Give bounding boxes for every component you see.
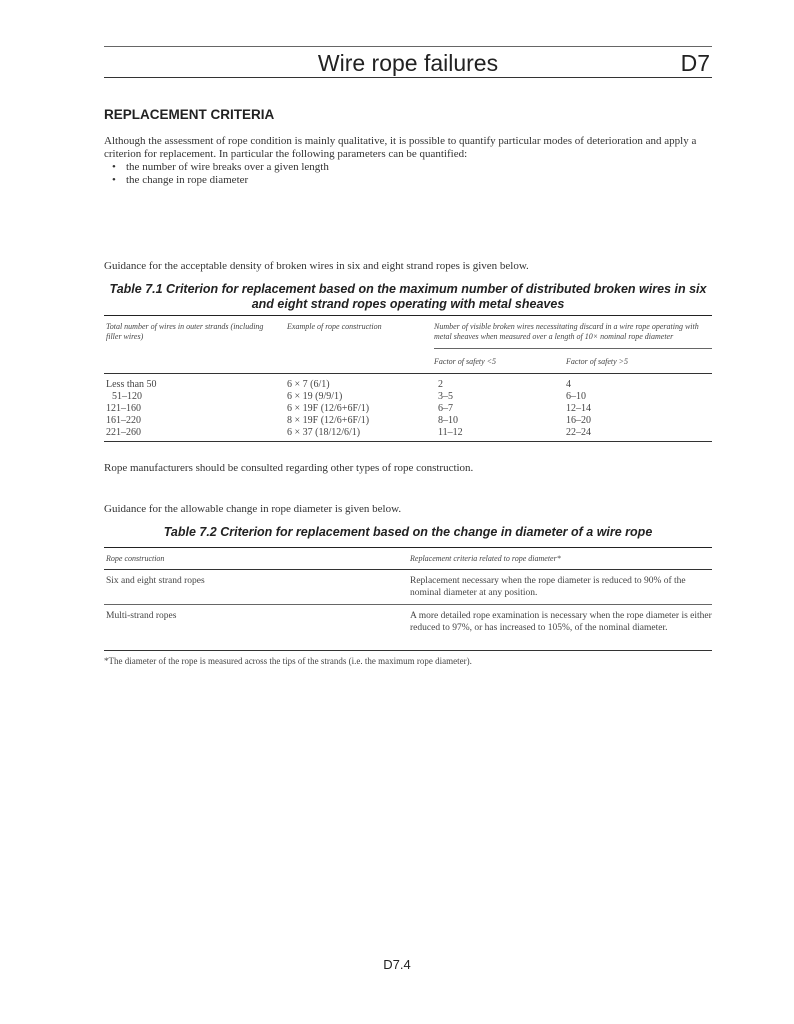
table-7-1-caption: Table 7.1 Criterion for replacement based on the maximum number of distributed broken wires in six and eight strand ropes operating with metal sheaves [109, 282, 707, 311]
table-row-criteria: Replacement necessary when the rope diameter is reduced to 90% of the nominal diameter at any position. [410, 576, 686, 598]
header-bottom-rule [104, 77, 712, 78]
table-row-construction: Six and eight strand ropes [106, 576, 205, 586]
guidance-broken-wires: Guidance for the acceptable density of broken wires in six and eight strand ropes is given below. [104, 260, 529, 272]
section-heading: REPLACEMENT CRITERIA [104, 107, 275, 122]
table-row: 51–120 6 × 19 (9/9/1) 3–5 6–10 [112, 391, 586, 402]
table-7-1-header-fs-less-5: Factor of safety <5 [434, 357, 497, 366]
table-row: 221–260 6 × 37 (18/12/6/1) 11–12 22–24 [106, 427, 591, 438]
table-7-2-header-rule [104, 569, 712, 570]
manufacturers-note: Rope manufacturers should be consulted regarding other types of rope construction. [104, 462, 474, 474]
bullet-icon: • [112, 174, 116, 186]
table-7-2-top-rule [104, 547, 712, 548]
bullet-icon: • [112, 161, 116, 173]
table-7-1-top-rule [104, 315, 712, 316]
bullet-item: • the change in rope diameter [112, 174, 249, 186]
table-7-1-body [106, 379, 712, 439]
table-7-1-header-total-wires: Total number of wires in outer strands (including filler wires) [106, 322, 264, 341]
table-7-1-header-example: Example of rope construction [287, 322, 382, 331]
table-7-2-bottom-rule [104, 650, 712, 651]
table-row: Less than 50 6 × 7 (6/1) 2 4 [106, 379, 571, 390]
page-number: D7.4 [383, 957, 411, 972]
guidance-diameter: Guidance for the allowable change in rope diameter is given below. [104, 503, 402, 515]
table-7-1-header-fs-more-5: Factor of safety >5 [566, 357, 629, 366]
intro-paragraph: Although the assessment of rope condition is mainly qualitative, it is possible to quantify particular modes of deterioration and apply a criterion for replacement. In particular the following parameters can be quantified: [104, 135, 697, 160]
table-7-2-row-rule [104, 604, 712, 605]
chapter-code: D7 [680, 50, 710, 76]
bullet-item: • the number of wire breaks over a given length [112, 161, 329, 173]
table-row: 121–160 6 × 19F (12/6+6F/1) 6–7 12–14 [106, 403, 591, 414]
table-7-2-footnote: *The diameter of the rope is measured across the tips of the strands (i.e. the maximum rope diameter). [104, 656, 472, 666]
table-row-criteria: A more detailed rope examination is necessary when the rope diameter is either reduced to 97%, or has increased to 105%, of the nominal diameter. [410, 611, 712, 633]
header-top-rule [104, 46, 712, 47]
page-title: Wire rope failures [317, 50, 499, 76]
table-row: 161–220 8 × 19F (12/6+6F/1) 8–10 16–20 [106, 415, 591, 426]
table-7-2-header-construction: Rope construction [106, 554, 165, 563]
table-row-construction: Multi-strand ropes [106, 611, 177, 621]
table-7-1-bottom-rule [104, 441, 712, 442]
table-7-1-subheader-rule [434, 348, 712, 349]
table-7-2-header-criteria: Replacement criteria related to rope diameter* [410, 554, 561, 563]
table-7-1-header-broken-wires: Number of visible broken wires necessitating discard in a wire rope operating with metal sheaves when measured over a length of 10× nominal rope diameter [434, 322, 699, 341]
table-7-2-caption: Table 7.2 Criterion for replacement based on the change in diameter of a wire rope [163, 525, 653, 539]
table-7-1-header-rule [104, 373, 712, 374]
